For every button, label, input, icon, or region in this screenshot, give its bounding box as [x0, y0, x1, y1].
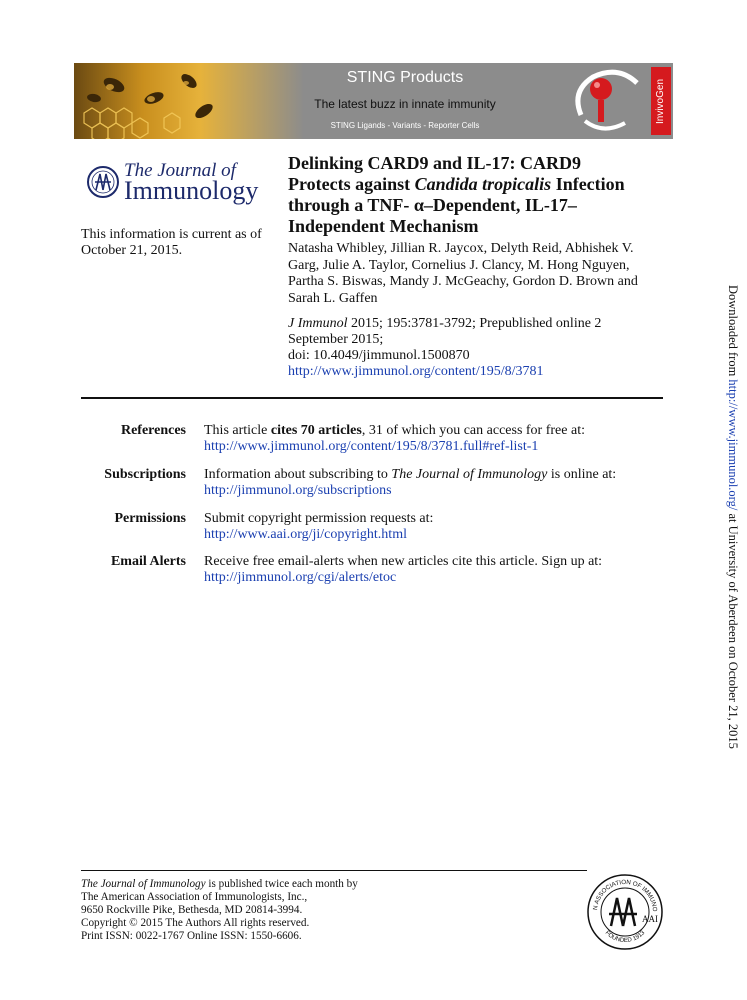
svg-text:AAI: AAI — [642, 914, 658, 924]
aai-emblem-icon — [86, 162, 120, 202]
svg-text:FOUNDED 1913: FOUNDED 1913 — [603, 930, 647, 945]
honeycomb-bees-image — [74, 63, 304, 139]
title-line-1: Delinking CARD9 and IL-17: CARD9 — [288, 153, 582, 173]
invivogen-brand-label: InvivoGen — [651, 67, 671, 135]
references-link[interactable]: http://www.jimmunol.org/content/195/8/3781.full#ref-list-1 — [204, 439, 539, 454]
doi: doi: 10.4049/jimmunol.1500870 — [288, 348, 470, 363]
journal-of-immunology-logo — [86, 160, 266, 205]
permissions-link[interactable]: http://www.aai.org/ji/copyright.html — [204, 527, 407, 542]
banner-subtitle: The latest buzz in innate immunity — [314, 97, 496, 111]
subscriptions-link[interactable]: http://jimmunol.org/subscriptions — [204, 483, 392, 498]
publisher-footer: The Journal of Immunology is published twice each month by The American Association of Immunologists, Inc., 9650 Rockville Pike, Bethesda, MD 20814-3994. Copyright © 2015 The Authors All rights reserved. Print ISSN: 0022-1767 Online ISSN: 1550-6606. — [81, 878, 358, 942]
subscriptions-label: Subscriptions — [104, 467, 186, 482]
email-alerts-link[interactable]: http://jimmunol.org/cgi/alerts/etoc — [204, 570, 397, 585]
journal-abbrev: J Immunol — [288, 316, 348, 331]
author-list: Natasha Whibley, Jillian R. Jaycox, Delyth Reid, Abhishek V. Garg, Julie A. Taylor, Cornelius J. Clancy, M. Hong Nguyen, Partha S. Biswas, Mandy J. McGeachy, Gordon D. Brown and Sarah L. Gaffen — [288, 241, 638, 306]
title-line-2: Protects against Candida tropicalis Infection — [288, 174, 625, 194]
footer-divider — [81, 870, 587, 871]
references-label: References — [120, 423, 186, 438]
aai-seal-icon — [585, 872, 665, 952]
article-title — [288, 153, 678, 237]
journal-logo-line1: The Journal of — [124, 160, 236, 181]
cites-count: cites 70 articles — [270, 423, 362, 438]
banner-small-text: STING Ligands - Variants - Reporter Cells — [330, 121, 480, 130]
journal-logo-line2: Immunology — [124, 176, 259, 205]
email-alerts-label: Email Alerts — [110, 554, 186, 569]
title-organism: Candida tropicalis — [414, 174, 552, 194]
current-info-note: This information is current as of October 21, 2015. — [81, 227, 262, 258]
permissions-label: Permissions — [114, 511, 186, 526]
svg-text:AMERICAN ASSOCIATION OF IMMUNO: N ASSOCIATION OF IMMUNO — [592, 878, 659, 912]
invivogen-logo — [563, 63, 673, 139]
sting-products-banner[interactable] — [74, 63, 673, 139]
title-line-4: Independent Mechanism — [288, 216, 479, 236]
download-site-link[interactable]: http://www.jimmunol.org/ — [726, 379, 740, 511]
banner-title: STING Products — [346, 69, 464, 86]
article-url-link[interactable]: http://www.jimmunol.org/content/195/8/3781 — [288, 364, 544, 379]
divider — [81, 397, 663, 399]
citation-text: J Immunol 2015; 195:3781-3792; Prepublished online 2 September 2015; — [288, 316, 602, 347]
title-line-3: through a TNF- α–Dependent, IL-17– — [288, 195, 577, 215]
citation-block — [288, 316, 658, 380]
download-note: Downloaded from http://www.jimmunol.org/ at University of Aberdeen on October 21, 2015 — [726, 285, 740, 749]
